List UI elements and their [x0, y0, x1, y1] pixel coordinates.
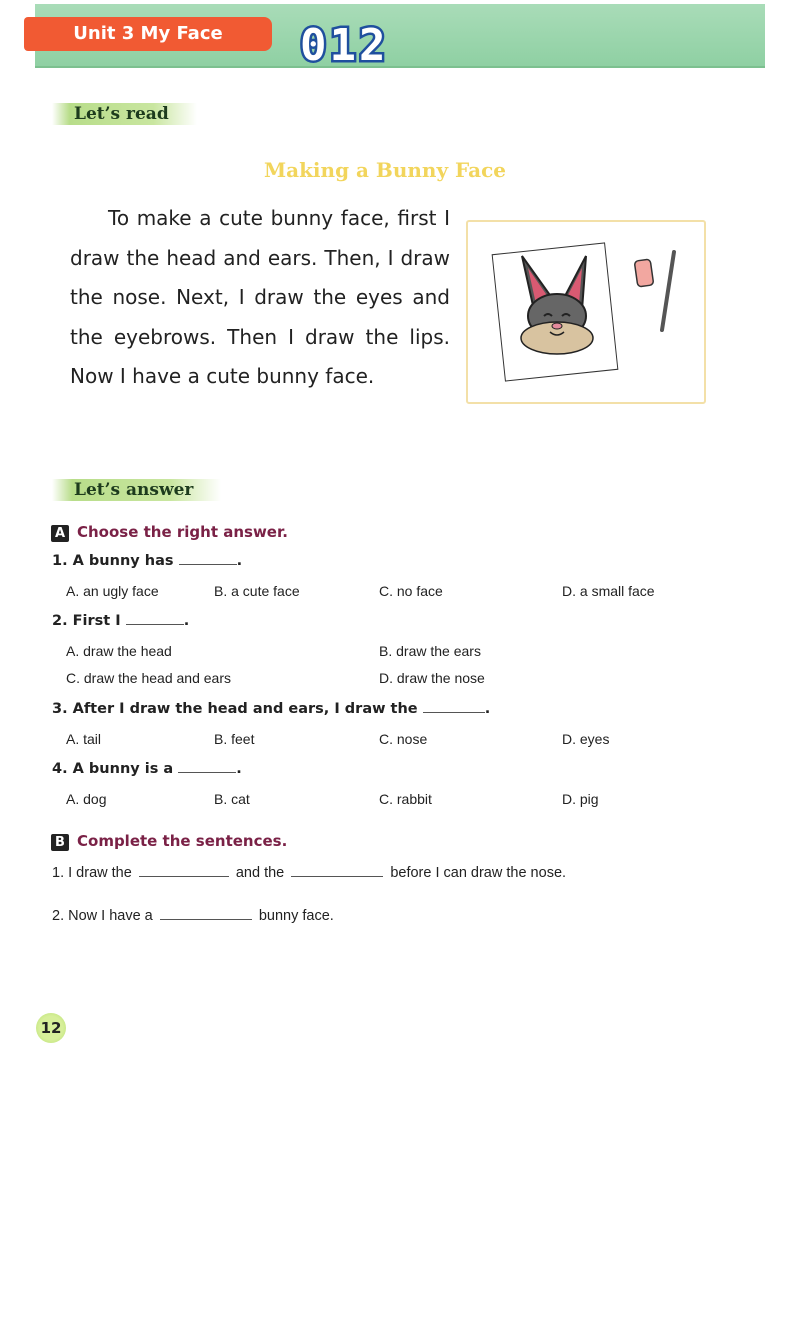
- question-1-text: 1. A bunny has: [52, 553, 174, 569]
- part-a-badge: A: [51, 525, 69, 542]
- q4-option-b[interactable]: B. cat: [214, 791, 250, 807]
- part-a-instruction: Choose the right answer.: [77, 523, 288, 541]
- lets-read-label: Let’s read: [52, 103, 197, 125]
- question-2-stem: [52, 612, 189, 629]
- answer-blank[interactable]: [178, 760, 236, 773]
- sentence-2-part-2: bunny face.: [258, 908, 334, 924]
- part-a-heading: [51, 523, 288, 542]
- q4-option-a[interactable]: A. dog: [66, 791, 107, 807]
- answer-blank[interactable]: [160, 907, 252, 920]
- question-3-end: .: [484, 701, 491, 717]
- question-3-stem: [52, 700, 490, 717]
- q3-option-d[interactable]: D. eyes: [562, 731, 610, 747]
- story-paragraph: To make a cute bunny face, first I draw the head and ears. Then, I draw the nose. Next, I draw the eyes and the eyebrows. Then I draw the lips. Now I have a cute bunny face.: [70, 206, 450, 388]
- sentence-1-part-2: and the: [235, 865, 285, 881]
- sentence-1-part-3: before I can draw the nose.: [390, 865, 567, 881]
- q2-option-a[interactable]: A. draw the head: [66, 643, 172, 659]
- q1-option-d[interactable]: D. a small face: [562, 583, 655, 599]
- q1-option-a[interactable]: A. an ugly face: [66, 583, 159, 599]
- answer-blank[interactable]: [139, 864, 229, 877]
- unit-title-banner: Unit 3 My Face: [24, 17, 272, 51]
- question-1-stem: [52, 552, 242, 569]
- q3-option-a[interactable]: A. tail: [66, 731, 102, 747]
- q1-option-b[interactable]: B. a cute face: [214, 583, 300, 599]
- eraser-pencil-icon: [632, 248, 682, 338]
- answer-blank[interactable]: [126, 612, 184, 625]
- question-2-text: 2. First I: [52, 613, 121, 629]
- lets-answer-label: Let’s answer: [52, 479, 221, 501]
- question-1-end: .: [236, 553, 243, 569]
- q2-option-b[interactable]: B. draw the ears: [379, 643, 481, 659]
- q3-option-b[interactable]: B. feet: [214, 731, 255, 747]
- question-4-stem: [52, 760, 242, 777]
- question-4-end: .: [236, 761, 242, 777]
- q1-option-c[interactable]: C. no face: [379, 583, 443, 599]
- story-title: Making a Bunny Face: [263, 158, 507, 182]
- sentence-2-part-1: 2. Now I have a: [52, 908, 153, 924]
- question-4-text: 4. A bunny is a: [52, 761, 174, 777]
- q2-option-c[interactable]: C. draw the head and ears: [66, 670, 231, 686]
- q4-option-d[interactable]: D. pig: [562, 791, 599, 807]
- sentence-1-part-1: 1. I draw the: [52, 865, 132, 881]
- q4-option-c[interactable]: C. rabbit: [379, 791, 432, 807]
- sentence-2: [52, 907, 334, 924]
- page-code: 012: [300, 20, 389, 71]
- q2-option-d[interactable]: D. draw the nose: [379, 670, 485, 686]
- part-b-badge: B: [51, 834, 69, 851]
- part-b-instruction: Complete the sentences.: [77, 832, 288, 850]
- question-2-end: .: [183, 613, 190, 629]
- answer-blank[interactable]: [179, 552, 237, 565]
- bunny-face-icon: [506, 250, 606, 360]
- page-number: 12: [36, 1013, 66, 1043]
- sentence-1: [52, 864, 566, 881]
- answer-blank[interactable]: [291, 864, 383, 877]
- part-b-heading: [51, 832, 287, 851]
- answer-blank[interactable]: [423, 700, 485, 713]
- story-passage: [70, 199, 450, 397]
- question-3-text: 3. After I draw the head and ears, I draw the: [52, 701, 418, 717]
- q3-option-c[interactable]: C. nose: [379, 731, 428, 747]
